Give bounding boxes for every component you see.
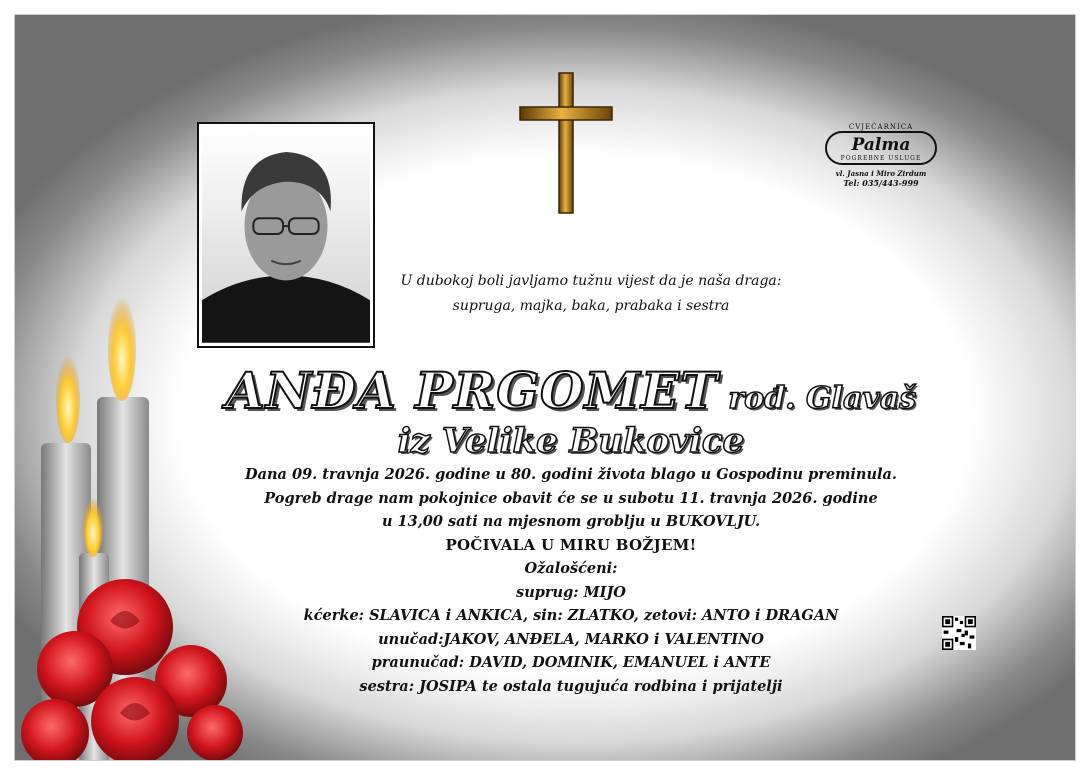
great-grandchildren-line: praunučad: DAVID, DOMINIK, EMANUEL i ANTE [371,654,771,671]
portrait-image [202,127,370,343]
cross-icon [518,71,614,215]
intro-line-2: supruga, majka, baka, prabaka i sestra [452,298,730,314]
deceased-name: ANĐA PRGOMET [225,361,719,420]
qr-code-icon[interactable] [942,616,976,650]
deceased-place: iz Velike Bukovice [397,421,745,461]
deceased-name-block [151,361,991,420]
portrait-photo [197,122,375,348]
funeral-line-2: u 13,00 sati na mjesnom groblju u BUKOVLJU. [381,513,761,530]
logo-address: vl. Jasna i Miro Zirdum [835,169,927,178]
obituary-body [201,463,941,698]
funeral-home-logo [821,123,941,188]
intro-text [361,269,821,319]
logo-brand: Palma [851,135,911,155]
logo-phone: Tel: 035/443-999 [843,178,919,188]
death-line: Dana 09. travnja 2026. godine u 80. godini života blago u Gospodinu preminula. [245,466,897,483]
sister-line: sestra: JOSIPA te ostala tugujuća rodbina i prijatelji [359,677,783,695]
funeral-line-1: Pogreb drage nam pokojnice obavit će se u subotu 11. travnja 2026. godine [264,489,878,507]
children-line: kćerke: SLAVICA i ANKICA, sin: ZLATKO, zetovi: ANTO i DRAGAN [303,607,839,624]
logo-sub-text: POGREBNE USLUGE [840,155,922,162]
logo-oval [825,131,937,165]
rip-line: POČIVALA U MIRU BOŽJEM! [445,535,697,554]
obituary-card [14,14,1076,761]
maiden-name: rođ. Glavaš [728,381,917,416]
husband-line: suprug: MIJO [516,583,626,601]
intro-line-1: U dubokoj boli javljamo tužnu vijest da je naša draga: [400,273,782,289]
grandchildren-line: unučad:JAKOV, ANĐELA, MARKO i VALENTINO [378,630,764,648]
mourners-label: Ožalošćeni: [524,560,618,577]
logo-top-text: CVJEĆARNICA [848,123,914,131]
